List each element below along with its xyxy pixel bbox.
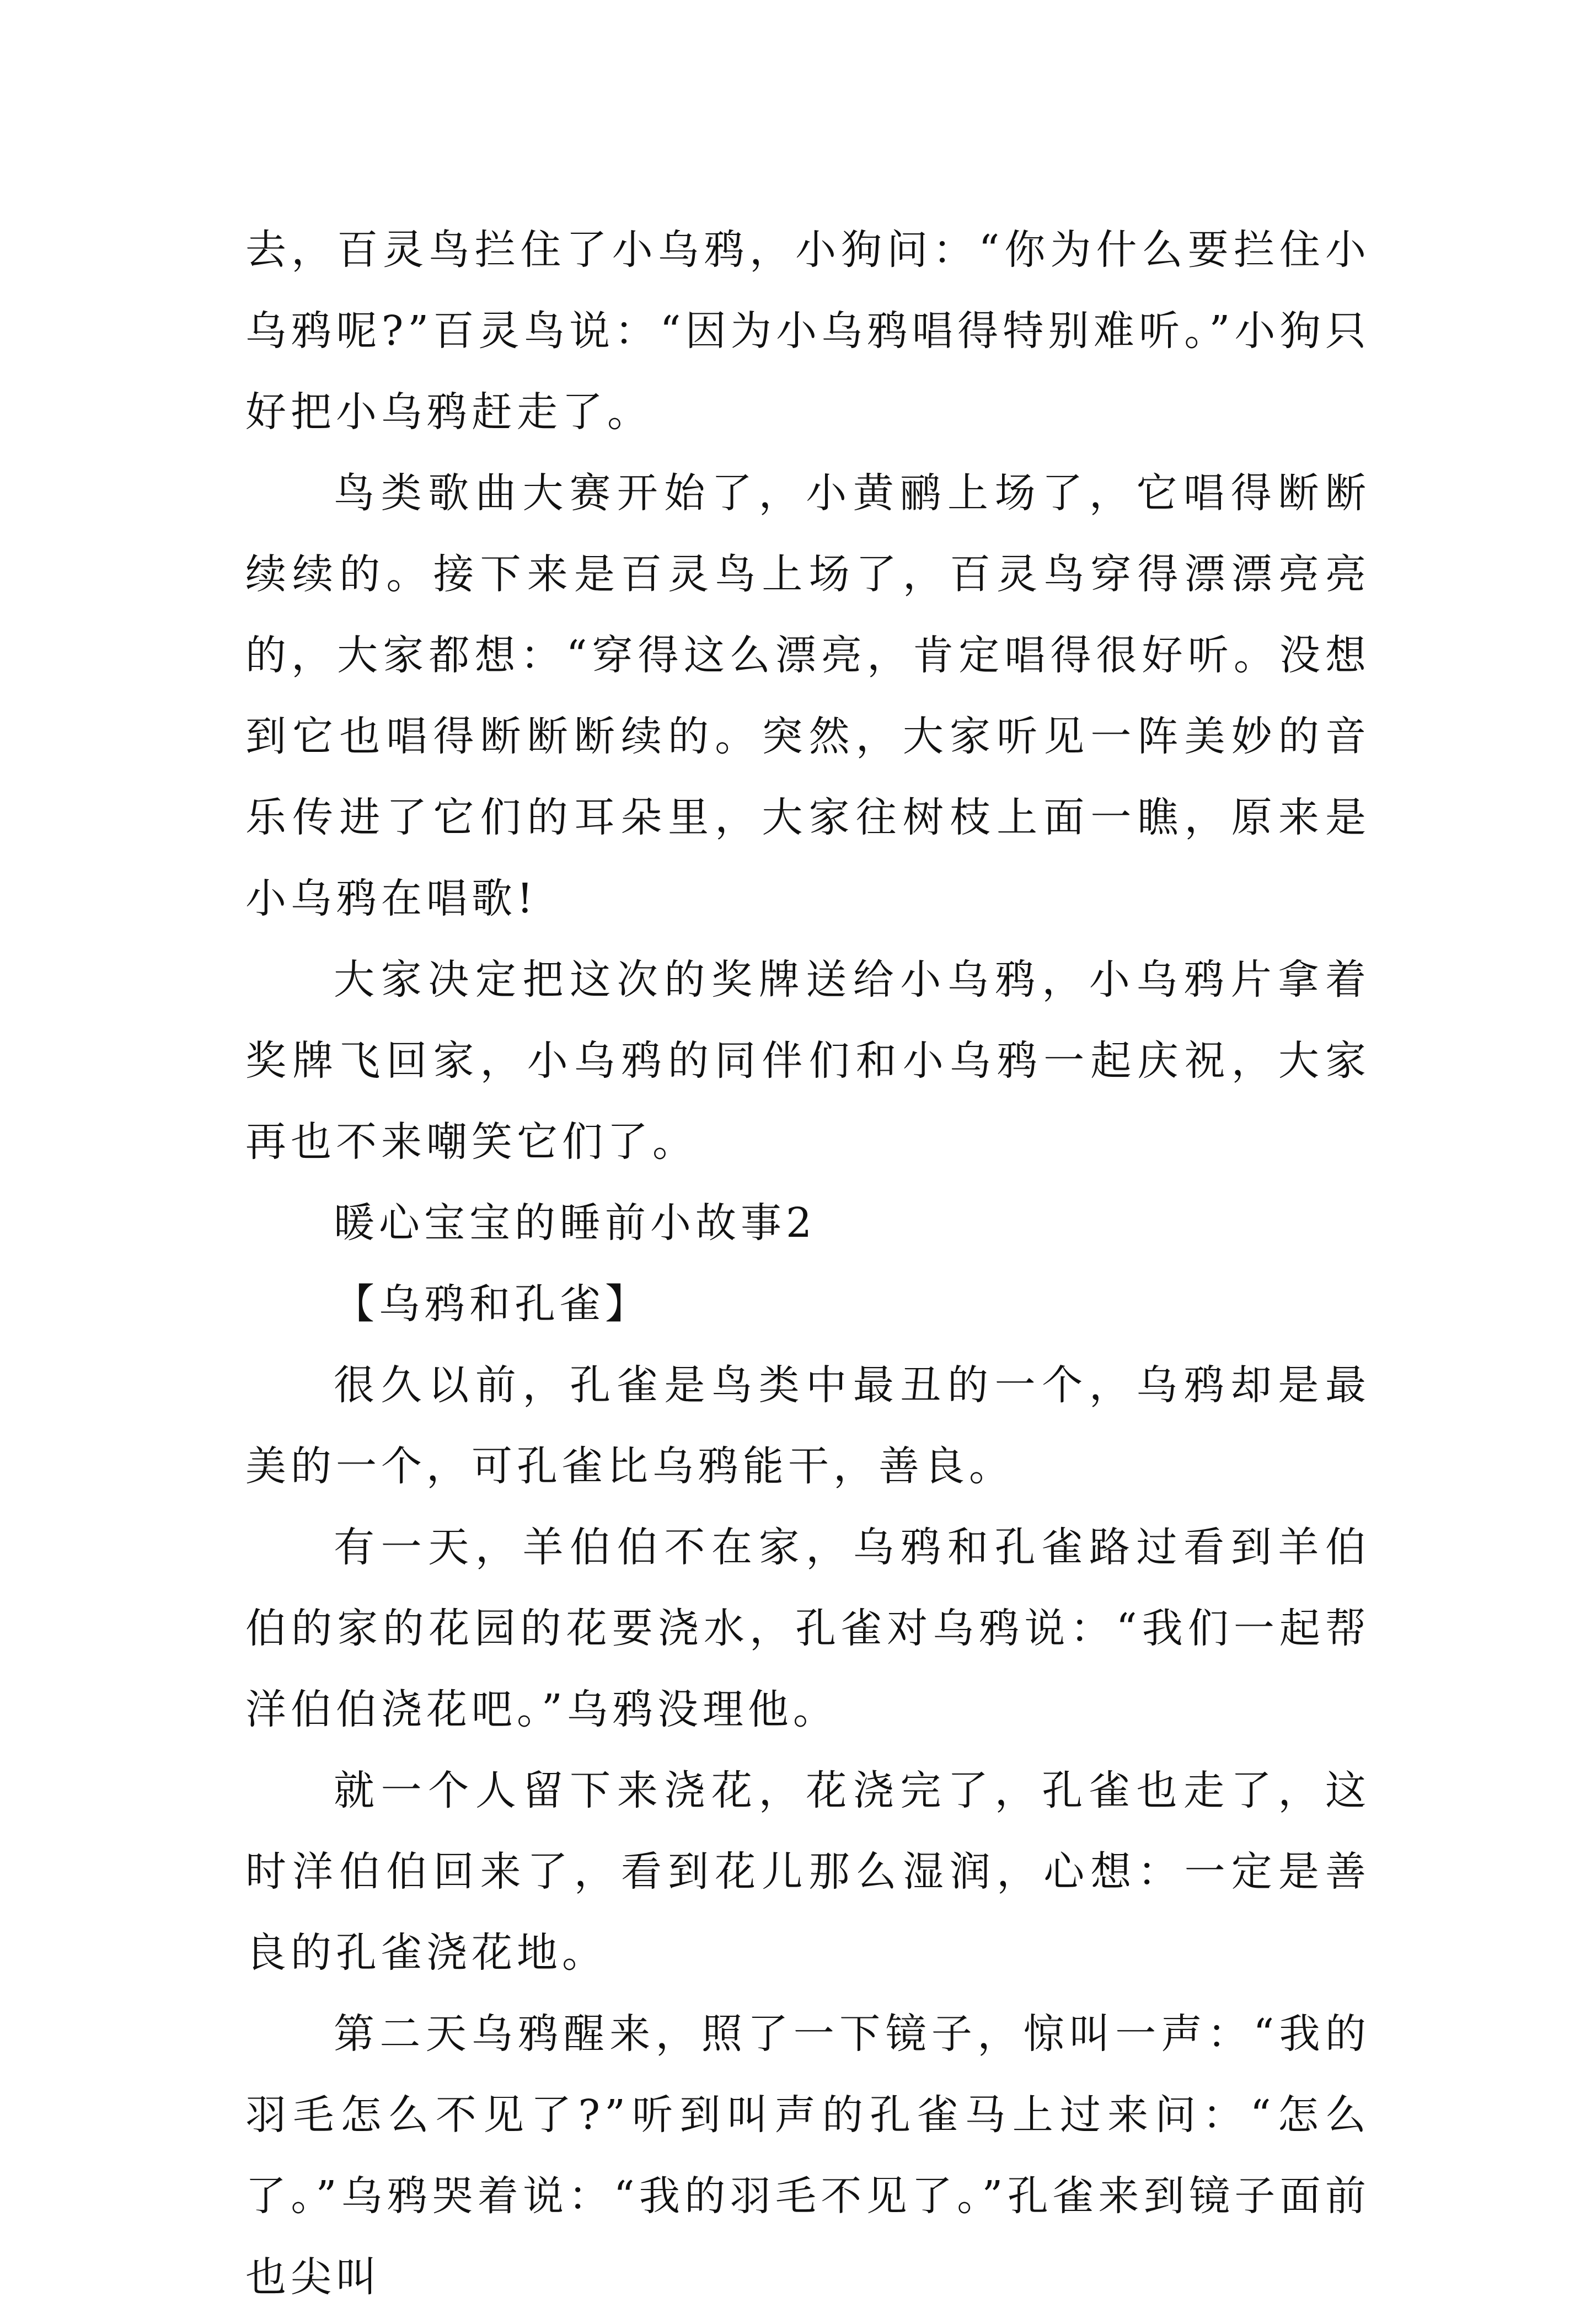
paragraph: 有一天，羊伯伯不在家，乌鸦和孔雀路过看到羊伯伯的家的花园的花要浇水，孔雀对乌鸦说：“我们一起帮洋伯伯浇花吧。”乌鸦没理他。 <box>245 1524 1370 1733</box>
paragraph: 第二天乌鸦醒来，照了一下镜子，惊叫一声：“我的羽毛怎么不见了?”听到叫声的孔雀马上过来问：“怎么了。”乌鸦哭着说：“我的羽毛不见了。”孔雀来到镜子面前也尖叫 <box>245 2010 1370 2301</box>
paragraph: 大家决定把这次的奖牌送给小乌鸦，小乌鸦片拿着奖牌飞回家，小乌鸦的同伴们和小乌鸦一起庆祝，大家再也不来嘲笑它们了。 <box>245 956 1370 1166</box>
paragraph: 很久以前，孔雀是鸟类中最丑的一个，乌鸦却是最美的一个，可孔雀比乌鸦能干，善良。 <box>245 1361 1370 1490</box>
section-title: 暖心宝宝的睡前小故事2 <box>334 1199 817 1247</box>
document-body <box>245 210 1370 2318</box>
paragraph: 鸟类歌曲大赛开始了，小黄鹂上场了，它唱得断断续续的。接下来是百灵鸟上场了，百灵鸟穿得漂漂亮亮的，大家都想：“穿得这么漂亮，肯定唱得很好听。没想到它也唱得断断断续的。突然，大家听见一阵美妙的音乐传进了它们的耳朵里，大家往树枝上面一瞧，原来是小乌鸦在唱歌! <box>245 469 1370 922</box>
paragraph: 去，百灵鸟拦住了小乌鸦，小狗问：“你为什么要拦住小乌鸦呢?”百灵鸟说：“因为小乌鸦唱得特别难听。”小狗只好把小乌鸦赶走了。 <box>245 226 1370 436</box>
story-title: 【乌鸦和孔雀】 <box>334 1280 650 1328</box>
paragraph: 就一个人留下来浇花，花浇完了，孔雀也走了，这时洋伯伯回来了，看到花儿那么湿润，心想：一定是善良的孔雀浇花地。 <box>245 1767 1370 1977</box>
